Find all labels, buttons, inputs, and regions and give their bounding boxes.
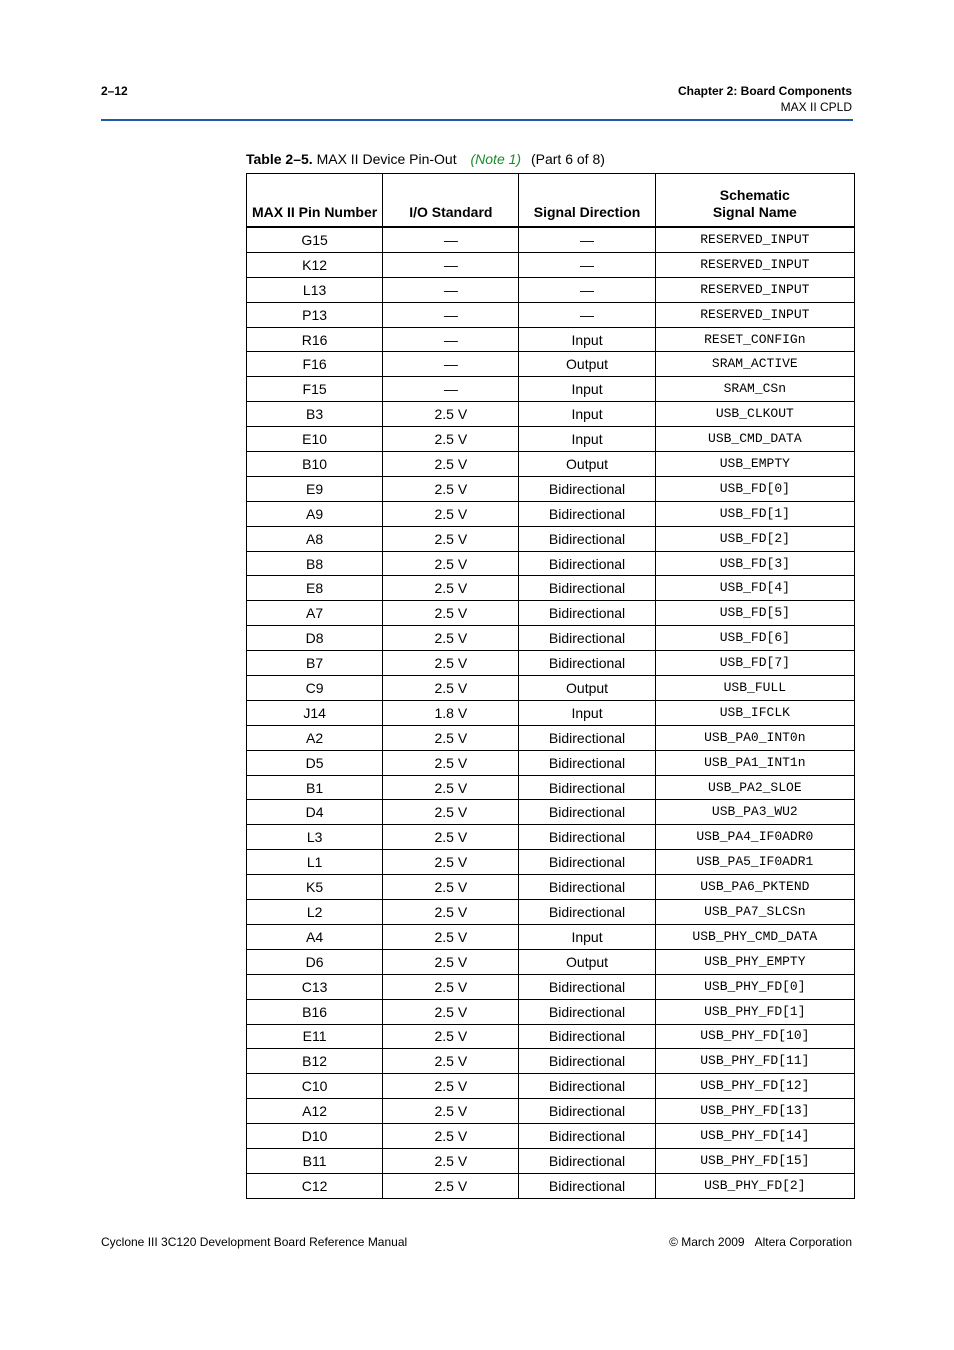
cell-io-standard: 2.5 V <box>383 601 519 626</box>
table-row <box>247 1074 855 1099</box>
cell-signal-direction: Bidirectional <box>519 1173 655 1198</box>
section-title: MAX II CPLD <box>780 100 852 114</box>
cell-pin-number: C10 <box>247 1074 383 1099</box>
cell-pin-number: B16 <box>247 999 383 1024</box>
cell-signal-direction: Bidirectional <box>519 601 655 626</box>
cell-signal-direction: Bidirectional <box>519 974 655 999</box>
cell-pin-number: L1 <box>247 850 383 875</box>
table-row <box>247 850 855 875</box>
cell-pin-number: B12 <box>247 1049 383 1074</box>
footer-manual-title: Cyclone III 3C120 Development Board Reference Manual <box>101 1235 408 1249</box>
cell-io-standard: 2.5 V <box>383 775 519 800</box>
cell-signal-direction: Bidirectional <box>519 800 655 825</box>
cell-signal-name: USB_PHY_FD[13] <box>655 1099 854 1124</box>
cell-signal-direction: — <box>519 302 655 327</box>
cell-signal-name: RESET_CONFIGn <box>655 327 854 352</box>
table-row <box>247 252 855 277</box>
cell-signal-name: USB_PHY_FD[11] <box>655 1049 854 1074</box>
cell-pin-number: P13 <box>247 302 383 327</box>
cell-signal-direction: Bidirectional <box>519 551 655 576</box>
table-row <box>247 476 855 501</box>
cell-pin-number: B7 <box>247 651 383 676</box>
table-row <box>247 327 855 352</box>
cell-io-standard: 2.5 V <box>383 800 519 825</box>
cell-signal-name: USB_PHY_FD[0] <box>655 974 854 999</box>
cell-pin-number: E9 <box>247 476 383 501</box>
cell-signal-name: USB_FD[5] <box>655 601 854 626</box>
cell-io-standard: — <box>383 377 519 402</box>
cell-io-standard: 1.8 V <box>383 700 519 725</box>
cell-signal-name: USB_FD[3] <box>655 551 854 576</box>
table-row <box>247 924 855 949</box>
cell-signal-name: RESERVED_INPUT <box>655 302 854 327</box>
cell-signal-name: USB_CMD_DATA <box>655 427 854 452</box>
header-rule <box>101 119 853 121</box>
table-row <box>247 302 855 327</box>
cell-signal-direction: Bidirectional <box>519 576 655 601</box>
cell-signal-name: SRAM_CSn <box>655 377 854 402</box>
cell-io-standard: 2.5 V <box>383 850 519 875</box>
cell-signal-direction: Bidirectional <box>519 1024 655 1049</box>
footer-company: Altera Corporation <box>754 1235 852 1249</box>
header-pin-number: MAX II Pin Number <box>247 174 383 228</box>
cell-io-standard: 2.5 V <box>383 1024 519 1049</box>
table-row <box>247 800 855 825</box>
cell-io-standard: 2.5 V <box>383 974 519 999</box>
table-row <box>247 601 855 626</box>
cell-signal-name: USB_FD[0] <box>655 476 854 501</box>
cell-io-standard: — <box>383 277 519 302</box>
cell-io-standard: 2.5 V <box>383 1124 519 1149</box>
cell-pin-number: E11 <box>247 1024 383 1049</box>
cell-signal-name: USB_FD[2] <box>655 526 854 551</box>
cell-io-standard: 2.5 V <box>383 1099 519 1124</box>
cell-io-standard: 2.5 V <box>383 900 519 925</box>
caption-part: (Part 6 of 8) <box>530 151 605 167</box>
cell-signal-direction: Bidirectional <box>519 1099 655 1124</box>
caption-note-link[interactable]: (Note 1) <box>470 151 522 167</box>
cell-pin-number: D10 <box>247 1124 383 1149</box>
table-caption <box>246 151 605 167</box>
table-row <box>247 1148 855 1173</box>
cell-signal-name: USB_PHY_FD[14] <box>655 1124 854 1149</box>
cell-pin-number: A7 <box>247 601 383 626</box>
cell-io-standard: 2.5 V <box>383 1049 519 1074</box>
cell-signal-name: USB_PA3_WU2 <box>655 800 854 825</box>
table-row <box>247 501 855 526</box>
cell-signal-direction: Output <box>519 452 655 477</box>
cell-io-standard: 2.5 V <box>383 1173 519 1198</box>
cell-signal-name: USB_PA2_SLOE <box>655 775 854 800</box>
cell-pin-number: F15 <box>247 377 383 402</box>
cell-signal-name: USB_FD[7] <box>655 651 854 676</box>
table-row <box>247 452 855 477</box>
table-row <box>247 974 855 999</box>
cell-signal-direction: Bidirectional <box>519 875 655 900</box>
table-row <box>247 1024 855 1049</box>
cell-signal-direction: Bidirectional <box>519 725 655 750</box>
cell-pin-number: A12 <box>247 1099 383 1124</box>
cell-pin-number: A9 <box>247 501 383 526</box>
cell-signal-direction: Bidirectional <box>519 1124 655 1149</box>
cell-signal-name: USB_FD[4] <box>655 576 854 601</box>
cell-io-standard: 2.5 V <box>383 626 519 651</box>
table-body <box>247 227 855 1198</box>
chapter-title: Chapter 2: Board Components <box>677 84 852 98</box>
cell-signal-direction: Bidirectional <box>519 626 655 651</box>
cell-signal-direction: Bidirectional <box>519 476 655 501</box>
cell-pin-number: D6 <box>247 949 383 974</box>
cell-signal-direction: Output <box>519 949 655 974</box>
cell-signal-name: USB_FULL <box>655 676 854 701</box>
cell-signal-direction: Output <box>519 676 655 701</box>
cell-io-standard: 2.5 V <box>383 924 519 949</box>
table-row <box>247 725 855 750</box>
cell-signal-direction: Bidirectional <box>519 775 655 800</box>
cell-pin-number: D8 <box>247 626 383 651</box>
cell-signal-direction: Input <box>519 924 655 949</box>
cell-signal-name: USB_PA1_INT1n <box>655 750 854 775</box>
cell-signal-name: USB_PHY_FD[15] <box>655 1148 854 1173</box>
cell-signal-name: USB_PA0_INT0n <box>655 725 854 750</box>
table-row <box>247 825 855 850</box>
table-row <box>247 651 855 676</box>
caption-title: MAX II Device Pin-Out <box>316 151 457 167</box>
cell-signal-name: USB_PA7_SLCSn <box>655 900 854 925</box>
cell-io-standard: — <box>383 227 519 252</box>
cell-signal-direction: Input <box>519 377 655 402</box>
cell-signal-direction: Input <box>519 402 655 427</box>
cell-pin-number: L2 <box>247 900 383 925</box>
cell-pin-number: L13 <box>247 277 383 302</box>
caption-label: Table 2–5. <box>246 151 313 167</box>
cell-signal-name: SRAM_ACTIVE <box>655 352 854 377</box>
cell-pin-number: R16 <box>247 327 383 352</box>
footer-date: © March 2009 <box>669 1235 745 1249</box>
header-signal-direction: Signal Direction <box>519 174 655 228</box>
table-row <box>247 402 855 427</box>
cell-pin-number: D5 <box>247 750 383 775</box>
cell-signal-direction: Bidirectional <box>519 501 655 526</box>
cell-signal-name: USB_IFCLK <box>655 700 854 725</box>
cell-io-standard: 2.5 V <box>383 402 519 427</box>
cell-signal-direction: Bidirectional <box>519 526 655 551</box>
table-header-row <box>247 174 855 228</box>
cell-pin-number: A4 <box>247 924 383 949</box>
header-schematic-signal-name <box>655 174 854 228</box>
cell-pin-number: C12 <box>247 1173 383 1198</box>
cell-pin-number: E10 <box>247 427 383 452</box>
table-row <box>247 875 855 900</box>
cell-signal-direction: Bidirectional <box>519 750 655 775</box>
cell-pin-number: A2 <box>247 725 383 750</box>
cell-signal-direction: Bidirectional <box>519 1074 655 1099</box>
cell-io-standard: 2.5 V <box>383 501 519 526</box>
cell-signal-name: USB_PHY_EMPTY <box>655 949 854 974</box>
cell-io-standard: — <box>383 302 519 327</box>
table-row <box>247 551 855 576</box>
table-row <box>247 227 855 252</box>
table-row <box>247 750 855 775</box>
cell-pin-number: F16 <box>247 352 383 377</box>
cell-signal-direction: Bidirectional <box>519 900 655 925</box>
cell-io-standard: 2.5 V <box>383 452 519 477</box>
cell-signal-direction: Output <box>519 352 655 377</box>
cell-signal-name: USB_PHY_FD[1] <box>655 999 854 1024</box>
table-row <box>247 1049 855 1074</box>
cell-io-standard: 2.5 V <box>383 676 519 701</box>
table-row <box>247 352 855 377</box>
cell-signal-name: USB_PHY_CMD_DATA <box>655 924 854 949</box>
table-row <box>247 900 855 925</box>
cell-signal-name: RESERVED_INPUT <box>655 252 854 277</box>
cell-io-standard: 2.5 V <box>383 551 519 576</box>
cell-signal-name: USB_PHY_FD[10] <box>655 1024 854 1049</box>
cell-pin-number: B8 <box>247 551 383 576</box>
cell-io-standard: 2.5 V <box>383 725 519 750</box>
cell-signal-direction: Bidirectional <box>519 1148 655 1173</box>
cell-io-standard: 2.5 V <box>383 1148 519 1173</box>
page-number: 2–12 <box>101 84 128 98</box>
pinout-table <box>246 173 855 1199</box>
cell-signal-name: RESERVED_INPUT <box>655 227 854 252</box>
cell-signal-direction: Bidirectional <box>519 651 655 676</box>
cell-io-standard: 2.5 V <box>383 875 519 900</box>
cell-pin-number: B11 <box>247 1148 383 1173</box>
cell-signal-direction: — <box>519 227 655 252</box>
cell-io-standard: — <box>383 327 519 352</box>
cell-pin-number: C13 <box>247 974 383 999</box>
cell-signal-name: USB_EMPTY <box>655 452 854 477</box>
cell-pin-number: L3 <box>247 825 383 850</box>
table-row <box>247 1099 855 1124</box>
cell-io-standard: 2.5 V <box>383 750 519 775</box>
cell-io-standard: 2.5 V <box>383 526 519 551</box>
table-row <box>247 576 855 601</box>
cell-io-standard: 2.5 V <box>383 427 519 452</box>
cell-signal-name: USB_PA6_PKTEND <box>655 875 854 900</box>
cell-pin-number: K5 <box>247 875 383 900</box>
cell-pin-number: B1 <box>247 775 383 800</box>
table-row <box>247 626 855 651</box>
cell-pin-number: C9 <box>247 676 383 701</box>
cell-signal-name: USB_FD[1] <box>655 501 854 526</box>
cell-signal-direction: — <box>519 252 655 277</box>
cell-signal-name: USB_FD[6] <box>655 626 854 651</box>
cell-signal-name: RESERVED_INPUT <box>655 277 854 302</box>
cell-io-standard: 2.5 V <box>383 949 519 974</box>
footer-copyright <box>669 1235 852 1249</box>
table-row <box>247 1173 855 1198</box>
table-row <box>247 775 855 800</box>
cell-signal-direction: — <box>519 277 655 302</box>
cell-signal-name: USB_PHY_FD[2] <box>655 1173 854 1198</box>
cell-pin-number: J14 <box>247 700 383 725</box>
cell-signal-name: USB_PHY_FD[12] <box>655 1074 854 1099</box>
cell-io-standard: 2.5 V <box>383 1074 519 1099</box>
cell-io-standard: — <box>383 252 519 277</box>
cell-pin-number: B10 <box>247 452 383 477</box>
cell-signal-direction: Bidirectional <box>519 999 655 1024</box>
cell-pin-number: E8 <box>247 576 383 601</box>
cell-signal-direction: Bidirectional <box>519 825 655 850</box>
cell-signal-direction: Input <box>519 327 655 352</box>
cell-io-standard: — <box>383 352 519 377</box>
cell-signal-direction: Input <box>519 427 655 452</box>
table-row <box>247 999 855 1024</box>
table-row <box>247 676 855 701</box>
cell-signal-name: USB_PA4_IF0ADR0 <box>655 825 854 850</box>
table-row <box>247 526 855 551</box>
cell-pin-number: D4 <box>247 800 383 825</box>
table-row <box>247 277 855 302</box>
cell-io-standard: 2.5 V <box>383 999 519 1024</box>
header-io-standard: I/O Standard <box>383 174 519 228</box>
cell-signal-name: USB_PA5_IF0ADR1 <box>655 850 854 875</box>
table-row <box>247 1124 855 1149</box>
cell-pin-number: G15 <box>247 227 383 252</box>
cell-signal-direction: Bidirectional <box>519 850 655 875</box>
cell-signal-direction: Input <box>519 700 655 725</box>
cell-io-standard: 2.5 V <box>383 651 519 676</box>
cell-pin-number: B3 <box>247 402 383 427</box>
cell-io-standard: 2.5 V <box>383 825 519 850</box>
table-row <box>247 377 855 402</box>
cell-signal-direction: Bidirectional <box>519 1049 655 1074</box>
cell-io-standard: 2.5 V <box>383 576 519 601</box>
cell-io-standard: 2.5 V <box>383 476 519 501</box>
table-row <box>247 427 855 452</box>
cell-signal-name: USB_CLKOUT <box>655 402 854 427</box>
header-schematic-signal-name-text: Schematic Signal Name <box>712 187 797 220</box>
cell-pin-number: K12 <box>247 252 383 277</box>
table-row <box>247 700 855 725</box>
cell-pin-number: A8 <box>247 526 383 551</box>
table-row <box>247 949 855 974</box>
